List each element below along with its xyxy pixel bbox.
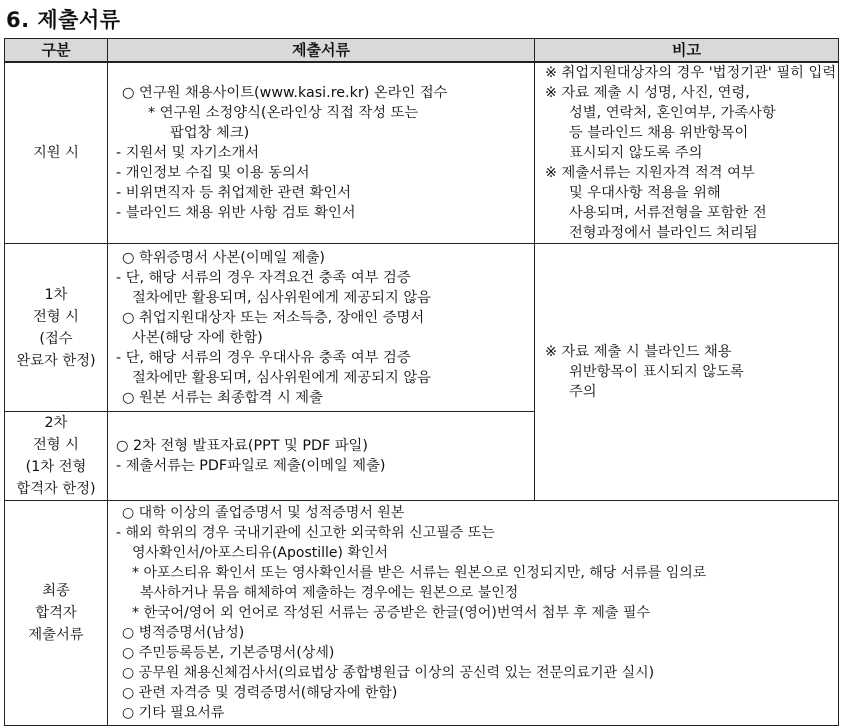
- category-line: 제출서류: [28, 627, 84, 643]
- category-line: 완료자 한정): [16, 352, 96, 369]
- note-line: 전형과정에서 블라인드 처리됨: [569, 225, 758, 241]
- section-heading: 6. 제출서류: [6, 8, 121, 32]
- category-line: 합격자 한정): [16, 481, 96, 497]
- category-line: 전형 시: [33, 308, 79, 325]
- table-row-final: [5, 501, 839, 726]
- note-line: 주의: [569, 384, 597, 400]
- notes-application: [535, 62, 839, 244]
- doc-subitem: - 블라인드 채용 위반 사항 검토 확인서: [116, 205, 356, 221]
- category-application: [5, 62, 108, 244]
- doc-item: ○ 주민등록등본, 기본증명서(상세): [122, 645, 335, 661]
- table-row-stage1: [5, 244, 839, 412]
- doc-subitem: - 단, 해당 서류의 경우 자격요건 충족 여부 검증: [116, 269, 411, 286]
- notes-stage1-2: [535, 244, 839, 501]
- category-stage1: [5, 244, 108, 412]
- category-line: 합격자: [35, 605, 77, 621]
- doc-note: * 한국어/영어 외 언어로 작성된 서류는 공증받은 한글(영어)번역서 첨부 후 제출 필수: [132, 605, 650, 621]
- header-documents: 제출서류: [108, 39, 535, 63]
- doc-item-cont: 사본(해당 자에 한함): [132, 329, 263, 346]
- doc-item: ○ 대학 이상의 졸업증명서 및 성적증명서 원본: [122, 505, 405, 521]
- documents-table: [4, 38, 839, 726]
- note-line: 표시되지 않도록 주의: [569, 145, 703, 161]
- note-line: 등 블라인드 채용 위반항목이: [569, 125, 749, 141]
- doc-subitem-cont: 절차에만 활용되며, 심사위원에게 제공되지 않음: [132, 369, 431, 386]
- note-line: 사용되며, 서류전형을 포함한 전: [569, 205, 767, 221]
- doc-item: ○ 취업지원대상자 또는 저소득층, 장애인 증명서: [122, 309, 425, 326]
- note-line: ※ 자료 제출 시 성명, 사진, 연령,: [545, 85, 750, 101]
- category-line: (1차 전형: [25, 459, 87, 475]
- category-line: 전형 시: [33, 437, 79, 453]
- docs-stage1: [108, 244, 535, 412]
- docs-application: [108, 62, 535, 244]
- doc-item: ○ 병적증명서(남성): [122, 625, 245, 641]
- doc-item: ○ 원본 서류는 최종합격 시 제출: [122, 389, 323, 406]
- note-line: 위반항목이 표시되지 않도록: [569, 364, 744, 380]
- table-row-application: [5, 62, 839, 244]
- doc-note-cont: 복사하거나 묶음 해체하여 제출하는 경우에는 원본으로 불인정: [140, 585, 519, 601]
- doc-subitem: - 지원서 및 자기소개서: [116, 145, 260, 161]
- note-line: ※ 제출서류는 지원자격 적격 여부: [545, 165, 755, 181]
- category-line: (접수: [39, 330, 73, 347]
- doc-item: ○ 관련 자격증 및 경력증명서(해당자에 한함): [122, 685, 398, 701]
- doc-item: ○ 학위증명서 사본(이메일 제출): [122, 249, 325, 266]
- note-line: 성별, 연락처, 혼인여부, 가족사항: [569, 105, 776, 121]
- doc-note: * 연구원 소정양식(온라인상 직접 작성 또는: [148, 105, 419, 121]
- doc-subitem: - 비위면직자 등 취업제한 관련 확인서: [116, 185, 352, 201]
- note-line: ※ 취업지원대상자의 경우 '법정기관' 필히 입력: [545, 65, 837, 81]
- category-line: 1차: [44, 286, 68, 303]
- doc-subitem: - 개인정보 수집 및 이용 동의서: [116, 165, 310, 181]
- doc-subitem-cont: 절차에만 활용되며, 심사위원에게 제공되지 않음: [132, 289, 431, 306]
- header-category: 구분: [5, 39, 108, 63]
- note-line: ※ 자료 제출 시 블라인드 채용: [545, 344, 732, 360]
- doc-subitem: - 단, 해당 서류의 경우 우대사유 충족 여부 검증: [116, 349, 411, 366]
- doc-note-cont: 팝업창 체크): [170, 125, 250, 141]
- category-line: 2차: [44, 415, 68, 431]
- docs-stage2: [108, 412, 535, 501]
- category-final: [5, 501, 108, 726]
- category-line: 최종: [42, 583, 70, 599]
- doc-item: ○ 2차 전형 발표자료(PPT 및 PDF 파일): [116, 438, 368, 454]
- doc-note: * 아포스티유 확인서 또는 영사확인서를 받은 서류는 원본으로 인정되지만, 해당 서류를 임의로: [132, 565, 707, 581]
- doc-item: ○ 연구원 채용사이트(www.kasi.re.kr) 온라인 접수: [122, 85, 448, 101]
- note-line: 및 우대사항 적용을 위해: [569, 185, 721, 201]
- doc-subitem: - 제출서류는 PDF파일로 제출(이메일 제출): [116, 458, 386, 474]
- header-notes: 비고: [535, 39, 839, 63]
- category-label: 지원 시: [33, 145, 79, 161]
- doc-subitem: - 해외 학위의 경우 국내기관에 신고한 외국학위 신고필증 또는: [116, 525, 495, 541]
- docs-final: [108, 501, 839, 726]
- category-stage2: [5, 412, 108, 501]
- doc-item: ○ 공무원 채용신체검사서(의료법상 종합병원급 이상의 공신력 있는 전문의료기관 실시): [122, 665, 655, 681]
- table-header-row: [5, 39, 839, 63]
- doc-subitem-cont: 영사확인서/아포스티유(Apostille) 확인서: [132, 545, 388, 561]
- doc-item: ○ 기타 필요서류: [122, 705, 225, 721]
